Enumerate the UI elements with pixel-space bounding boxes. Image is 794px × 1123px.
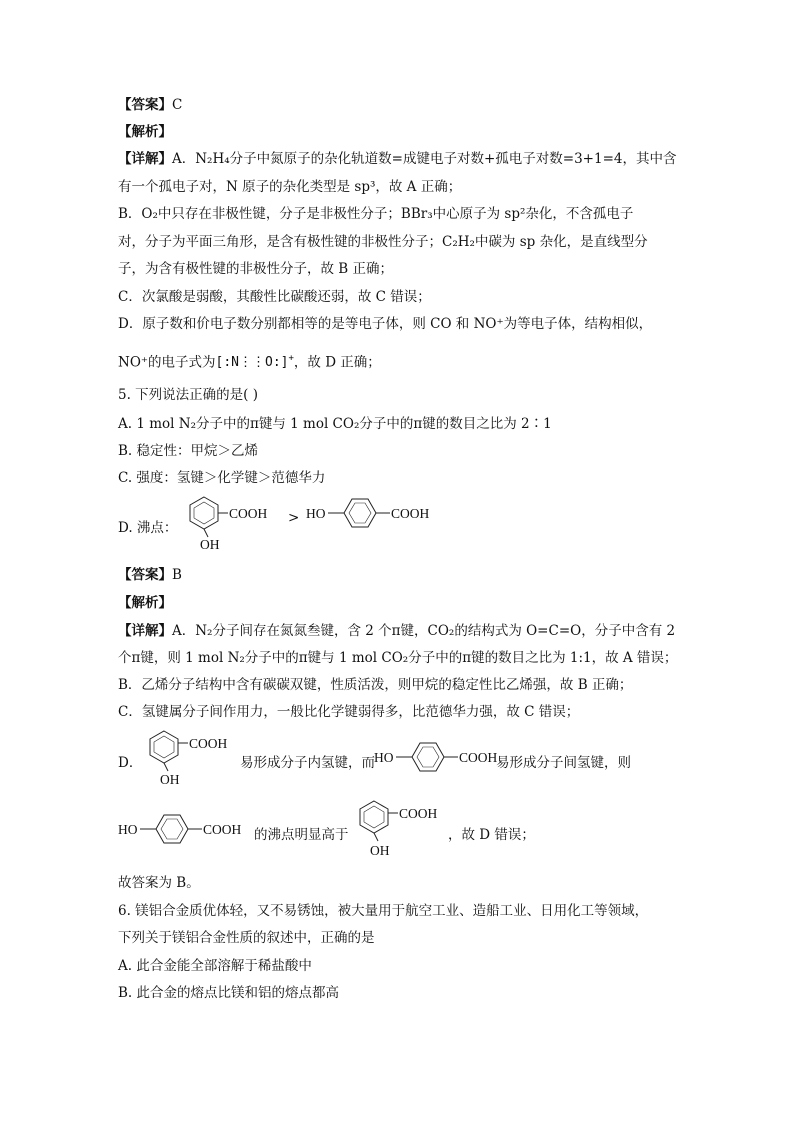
svg-text:HO: HO [306,506,326,521]
answer-line-q4 [118,95,182,115]
salicylic-acid-structure [184,495,294,551]
question-6-stem-line-1: 6. 镁铝合金质优体轻，又不易锈蚀，被大量用于航空工业、造船工业、日用化工等领域， [118,903,649,919]
q5-option-a: A. 1 mol N₂分子中的π键与 1 mol CO₂分子中的π键的数目之比为 2∶1 [118,416,552,432]
p-hydroxybenzoic-acid-structure-3 [118,811,258,847]
q6-option-b: B. 此合金的熔点比镁和铝的熔点都高 [118,985,340,1001]
detail-line-5: 子，为含有极性键的非极性分子，故 B 正确； [118,261,394,277]
detail-text: A．N₂分子间存在氮氮叁键，含 2 个π键，CO₂的结构式为 O=C=O，分子中含有 2 [172,623,676,639]
answer-label: 【答案】 [118,567,172,583]
q5-d-prefix: D． [118,755,143,771]
svg-text:OH: OH [370,843,390,858]
q5-option-d-prefix: D. 沸点： [118,520,178,536]
q5-d2-mid: 的沸点明显高于 [254,827,349,843]
svg-text:COOH: COOH [391,506,430,521]
detail-line-3: B．O₂中只存在非极性键，分子是非极性分子；BBr₃中心原子为 sp²杂化，不含孤电子 [118,206,634,222]
q5-option-b: B. 稳定性：甲烷＞乙烯 [118,443,259,459]
detail-line-1 [118,149,676,169]
q5-d-end: 易形成分子间氢键，则 [496,755,631,771]
answer-label: 【答案】 [118,97,172,113]
answer-line-q5 [118,565,182,585]
detail-line-7: D．原子数和价电子数分别都相等的是等电子体，则 CO 和 NO⁺为等电子体，结构相似， [118,316,653,332]
q5-d2-end: ，故 D 错误； [448,827,535,843]
svg-text:COOH: COOH [203,822,242,837]
detail-label: 【详解】 [118,151,172,167]
q6-option-a: A. 此合金能全部溶解于稀盐酸中 [118,958,312,974]
svg-text:COOH: COOH [459,750,498,765]
q5-detail-line-4: C．氢键属分子间作用力，一般比化学键弱得多，比范德华力强，故 C 错误； [118,704,580,720]
q5-detail-line-3: B．乙烯分子结构中含有碳碳双键，性质活泼，则甲烷的稳定性比乙烯强，故 B 正确； [118,677,633,693]
question-5-stem: 5. 下列说法正确的是( ) [118,387,258,403]
no-formula-prefix: NO⁺的电子式为 [118,354,216,371]
question-6-stem-line-2: 下列关于镁铝合金性质的叙述中，正确的是 [118,930,375,946]
svg-text:COOH: COOH [189,736,228,751]
answer-value: B [172,567,182,583]
detail-text: A．N₂H₄分子中氮原子的杂化轨道数=成键电子对数+孤电子对数=3+1=4，其中含 [172,151,677,167]
p-hydroxybenzoic-acid-structure [306,495,446,531]
detail-label: 【详解】 [118,623,172,639]
detail-line-6: C．次氯酸是弱酸，其酸性比碳酸还弱，故 C 错误； [118,289,431,305]
p-hydroxybenzoic-acid-structure-2 [374,739,514,775]
analysis-label-q4: 【解析】 [118,124,172,140]
svg-text:OH: OH [160,772,180,787]
no-formula-suffix: ，故 D 正确； [293,354,381,371]
svg-text:HO: HO [374,750,394,765]
salicylic-acid-structure-2 [144,729,244,787]
q5-detail-line-1 [118,621,675,641]
q5-conclusion: 故答案为 B。 [118,875,200,891]
greater-than: > [288,510,300,526]
analysis-label-q5: 【解析】 [118,595,172,611]
oh-label: OH [200,537,220,552]
q5-d-mid: 易形成分子内氢键，而 [240,755,375,771]
q5-detail-line-2: 个π键，则 1 mol N₂分子中的π键与 1 mol CO₂分子中的π键的数目之比为 1:1，故 A 错误； [118,650,678,666]
detail-line-4: 对，分子为平面三角形，是含有极性键的非极性分子；C₂H₂中碳为 sp 杂化，是直线型分 [118,234,648,250]
detail-line-2: 有一个孤电子对，N 原子的杂化类型是 sp³，故 A 正确； [118,179,462,195]
electron-formula: [:N⋮⋮O:]+ [215,354,294,371]
salicylic-acid-structure-3 [354,799,454,859]
detail-line-8 [118,349,381,373]
svg-text:HO: HO [118,822,138,837]
q5-option-c: C. 强度：氢键＞化学键＞范德华力 [118,470,326,486]
svg-text:COOH: COOH [399,806,438,821]
answer-value: C [172,97,183,113]
cooh-label: COOH [229,506,268,521]
